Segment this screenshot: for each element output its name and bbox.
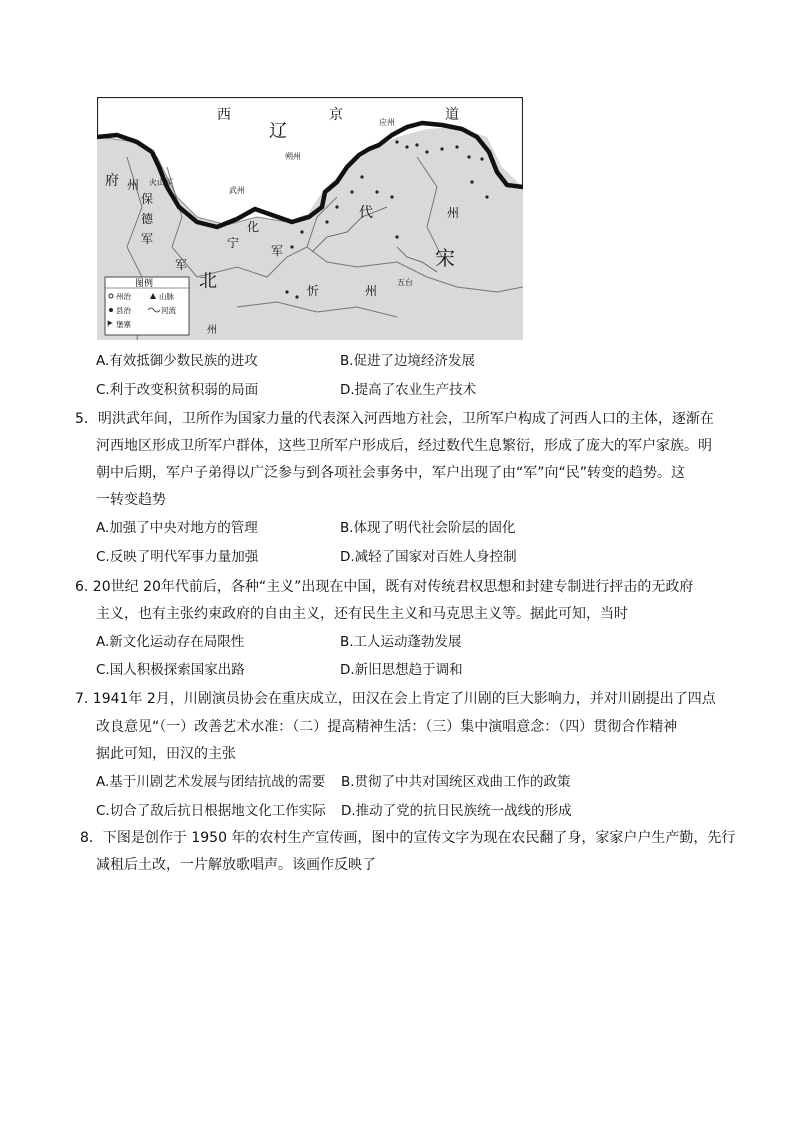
q6-option-a[interactable]: A.新文化运动存在局限性 — [96, 634, 245, 650]
q4-option-c[interactable]: C.利于改变积贫积弱的局面 — [96, 382, 259, 398]
map-label-xin: 忻 — [307, 284, 320, 298]
map-label-bao: 保 — [141, 192, 154, 206]
map-label-xi: 西 — [217, 107, 231, 123]
legend-item-shanmai: 山脉 — [159, 292, 174, 301]
q7-option-b[interactable]: B.贯彻了中共对国统区戏曲工作的政策 — [341, 774, 571, 790]
q7-stem-line-1: 7. 1941年 2月，川剧演员协会在重庆成立，田汉在会上肯定了川剧的巨大影响力，并对川剧提出了四点 — [75, 691, 716, 707]
map-legend — [105, 277, 189, 335]
legend-item-zhouzhi: 州治 — [116, 292, 131, 301]
q5-option-b[interactable]: B.体现了明代社会阶层的固化 — [340, 520, 516, 536]
map-label-jun: 军 — [141, 232, 154, 246]
legend-item-xianzhi: 县治 — [116, 306, 131, 315]
map-label-shuozhou: 朔州 — [285, 152, 301, 161]
q6-stem-line-2: 主义，也有主张约束政府的自由主义，还有民生主义和马克思主义等。据此可知，当时 — [96, 606, 628, 622]
map-label-bei: 北 — [199, 271, 217, 292]
map-label-jing: 京 — [329, 107, 343, 123]
q6-option-d[interactable]: D.新旧思想趋于调和 — [340, 662, 463, 678]
map-label-hua: 化 — [247, 220, 260, 234]
q7-stem-line-2: 改良意见“（一）改善艺术水准：（二）提高精神生活：（三）集中演唱意念：（四）贯彻合作精神 — [96, 719, 678, 735]
map-label-wutai: 五台 — [397, 278, 413, 287]
map-label-jun-b: 军 — [175, 258, 188, 272]
q5-stem-line-3: 朝中后期，军户子弟得以广泛参与到各项社会事务中，军户出现了由“军”向“民”转变的趋势。这 — [96, 465, 686, 481]
map-label-dai-zhou: 州 — [447, 206, 460, 220]
q7-option-a[interactable]: A.基于川剧艺术发展与团结抗战的需要 — [96, 774, 326, 790]
q6-stem-line-1: 6. 20世纪 20年代前后，各种“主义”出现在中国，既有对传统君权思想和封建专制进行抨击的无政府 — [75, 579, 694, 595]
q4-option-a[interactable]: A.有效抵御少数民族的进攻 — [96, 353, 258, 369]
map-label-song: 宋 — [435, 246, 455, 270]
q7-stem-line-3: 据此可知，田汉的主张 — [96, 746, 236, 762]
map-label-bottom-zhou: 州 — [207, 325, 217, 336]
q8-stem-line-1: 8．下图是创作于 1950 年的农村生产宣传画，图中的宣传文字为现在农民翻了身，家家户户生产勤，先行 — [80, 830, 736, 846]
q5-option-d[interactable]: D.减轻了国家对百姓人身控制 — [340, 549, 517, 565]
map-label-jun-c: 军 — [271, 244, 284, 258]
q5-stem-line-1: 5．明洪武年间，卫所作为国家力量的代表深入河西地方社会，卫所军户构成了河西人口的主体，逐渐在 — [75, 411, 714, 427]
map-label-ning: 宁 — [227, 236, 240, 250]
map-label-dao: 道 — [445, 107, 459, 123]
map-label-fu: 府 — [105, 173, 119, 189]
q6-option-b[interactable]: B.工人运动蓬勃发展 — [340, 634, 462, 650]
map-label-dai: 代 — [359, 205, 373, 221]
map-label-de: 德 — [141, 212, 154, 226]
q5-stem-line-2: 河西地区形成卫所军户群体，这些卫所军户形成后，经过数代生息繁衍，形成了庞大的军户家族。明 — [96, 438, 712, 454]
q5-option-c[interactable]: C.反映了明代军事力量加强 — [96, 549, 259, 565]
map-label-fu-zhou: 州 — [127, 178, 140, 192]
map-label-liao: 辽 — [269, 121, 287, 142]
legend-item-heliu: 河流 — [161, 306, 176, 315]
map-label-zhou: 州 — [365, 284, 378, 298]
q7-option-d[interactable]: D.推动了党的抗日民族统一战线的形成 — [341, 803, 572, 819]
map-label-huoshanjun: 火山军 — [149, 178, 173, 187]
map-label-wuzhou: 武州 — [229, 186, 245, 195]
q6-option-c[interactable]: C.国人积极探索国家出路 — [96, 662, 245, 678]
q5-option-a[interactable]: A.加强了中央对地方的管理 — [96, 520, 258, 536]
legend-item-baozhai: 堡寨 — [116, 320, 131, 329]
q4-option-d[interactable]: D.提高了农业生产技术 — [340, 382, 477, 398]
q4-option-b[interactable]: B.促进了边境经济发展 — [340, 353, 476, 369]
legend-title: 图例 — [135, 279, 154, 289]
q7-option-c[interactable]: C.切合了敌后抗日根据地文化工作实际 — [96, 803, 326, 819]
q8-stem-line-2: 减租后土改，一片解放歌唱声。该画作反映了 — [96, 857, 376, 873]
map-label-yingzhou: 应州 — [379, 118, 395, 127]
q5-stem-line-4: 一转变趋势 — [96, 492, 166, 508]
historical-map — [97, 97, 523, 340]
